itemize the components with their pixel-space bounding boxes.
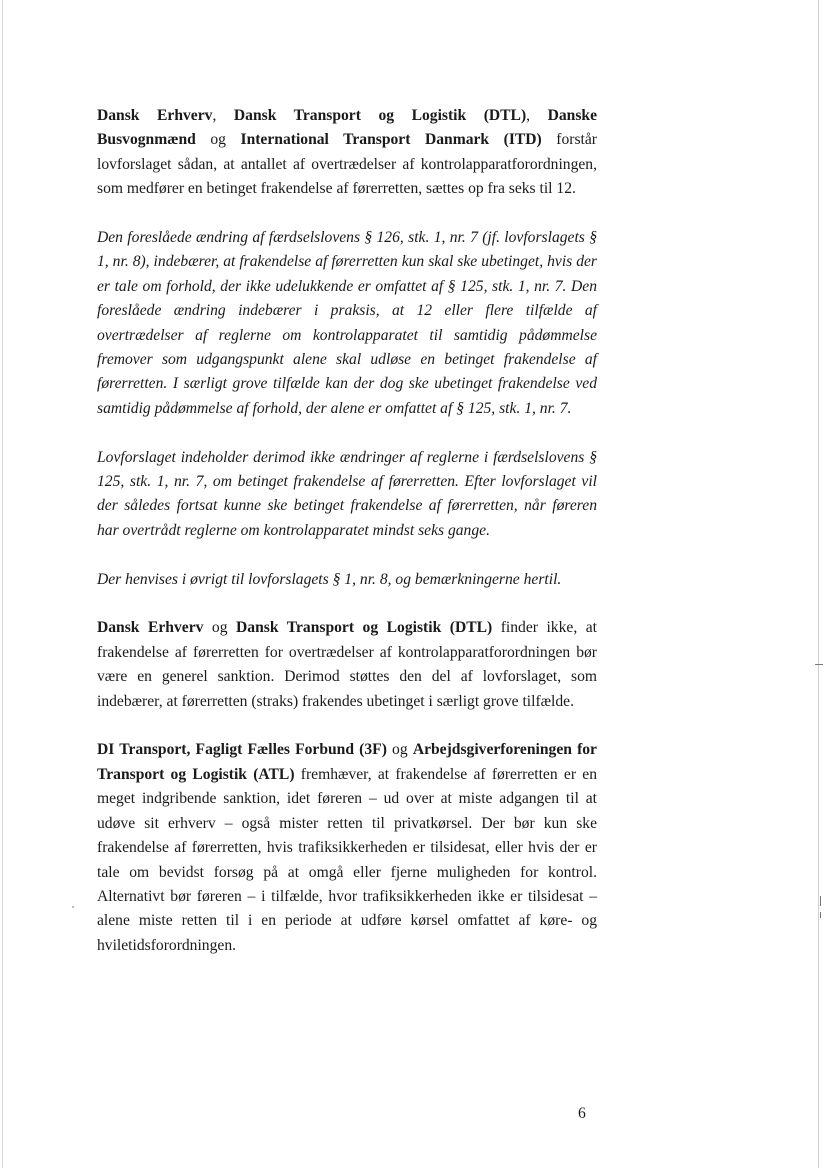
scan-mark — [820, 912, 821, 918]
paragraph-4 — [97, 568, 597, 592]
organization-name: Arbejdsgiverforeningen for Transport og Logistik (ATL) — [97, 741, 597, 783]
organization-name: Dansk Transport og Logistik (DTL) — [233, 107, 527, 124]
scan-edge-left — [2, 0, 3, 1168]
paragraph-6 — [97, 738, 597, 958]
text-segment: Den foreslåede ændring af færdselslovens § 126, stk. 1, nr. 7 (jf. lovforslagets § 1, nr. 8), indebærer, at frakendelse af førerretten kun skal ske ubetinget, hvis der er tale om forhold, der ikke udelukkende er omfattet af § 125, stk. 1, nr. 7. Den foreslåede ændring indebærer i praksis, at 12 eller flere tilfælde af overtrædelser af reglerne om kontrolapparatet til samtidig pådømmelse fremover som udgangspunkt alene skal udløse en betinget frakendelse af førerretten. I særligt grove tilfælde kan der dog ske ubetinget frakendelse ved samtidig pådømmelse af forhold, der alene er omfattet af § 125, stk. 1, nr. 7. — [97, 229, 597, 417]
scan-speck — [72, 906, 74, 908]
page-number: 6 — [578, 1105, 586, 1122]
text-segment: og — [203, 619, 237, 637]
text-segment: og — [195, 131, 241, 149]
text-segment: fremhæver, at frakendelse af førerretten er en meget indgribende sanktion, idet føreren – ud over at miste adgangen til at udøve sit erhverv – også mister retten til privatkørsel. Der bør kun ske frakendelse af førerretten, hvis trafiksikkerheden er tilsidesat, eller hvis der er tale om bevidst forsøg på at omgå eller fjerne muligheden for kontrol. Alternativt bør føreren – i tilfælde, hvor trafiksikkerheden ikke er tilsidesat – alene miste retten til i en periode at udføre kørsel omfattet af køre- og hviletidsforordningen. — [97, 765, 597, 954]
paragraph-1 — [97, 104, 597, 202]
text-segment: , — [212, 107, 234, 124]
organization-name: Danske Busvognmænd — [97, 107, 597, 149]
organization-name: Dansk Erhverv — [97, 107, 213, 124]
paragraph-5 — [97, 616, 597, 714]
organization-name: DI Transport, Fagligt Fælles Forbund (3F) — [97, 741, 387, 759]
body-text — [97, 104, 597, 983]
paragraph-2 — [97, 226, 597, 421]
text-segment: finder ikke, at frakendelse af førerretten for overtrædelser af kontrolapparatforordningen bør være en generel sanktion. Derimod støttes den del af lovforslaget, som indebærer, at førerretten (straks) frakendes ubetinget i særligt grove tilfælde. — [97, 619, 597, 710]
text-segment: , — [526, 107, 548, 124]
text-segment: Der henvises i øvrigt til lovforslagets § 1, nr. 8, og bemærkningerne hertil. — [97, 570, 562, 588]
organization-name: Dansk Transport og Logistik (DTL) — [236, 619, 493, 637]
scan-mark — [820, 896, 821, 906]
scan-mark — [815, 664, 823, 665]
text-segment: forstår lovforslaget sådan, at antallet af overtrædelser af kontrolapparatforordningen, som medfører en betinget frakendelse af førerretten, sættes op fra seks til 12. — [97, 131, 597, 198]
text-segment: og — [386, 741, 413, 759]
text-segment: Lovforslaget indeholder derimod ikke ændringer af reglerne i færdselslovens § 125, stk. 1, nr. 7, om betinget frakendelse af førerretten. Efter lovforslaget vil der således fortsat kunne ske betinget frakendelse af førerretten, når føreren har overtrådt reglerne om kontrolapparatet mindst seks gange. — [97, 448, 597, 539]
organization-name: Dansk Erhverv — [97, 619, 204, 637]
organization-name: International Transport Danmark (ITD) — [240, 131, 542, 149]
scan-edge-right — [818, 0, 819, 1168]
paragraph-3 — [97, 446, 597, 544]
